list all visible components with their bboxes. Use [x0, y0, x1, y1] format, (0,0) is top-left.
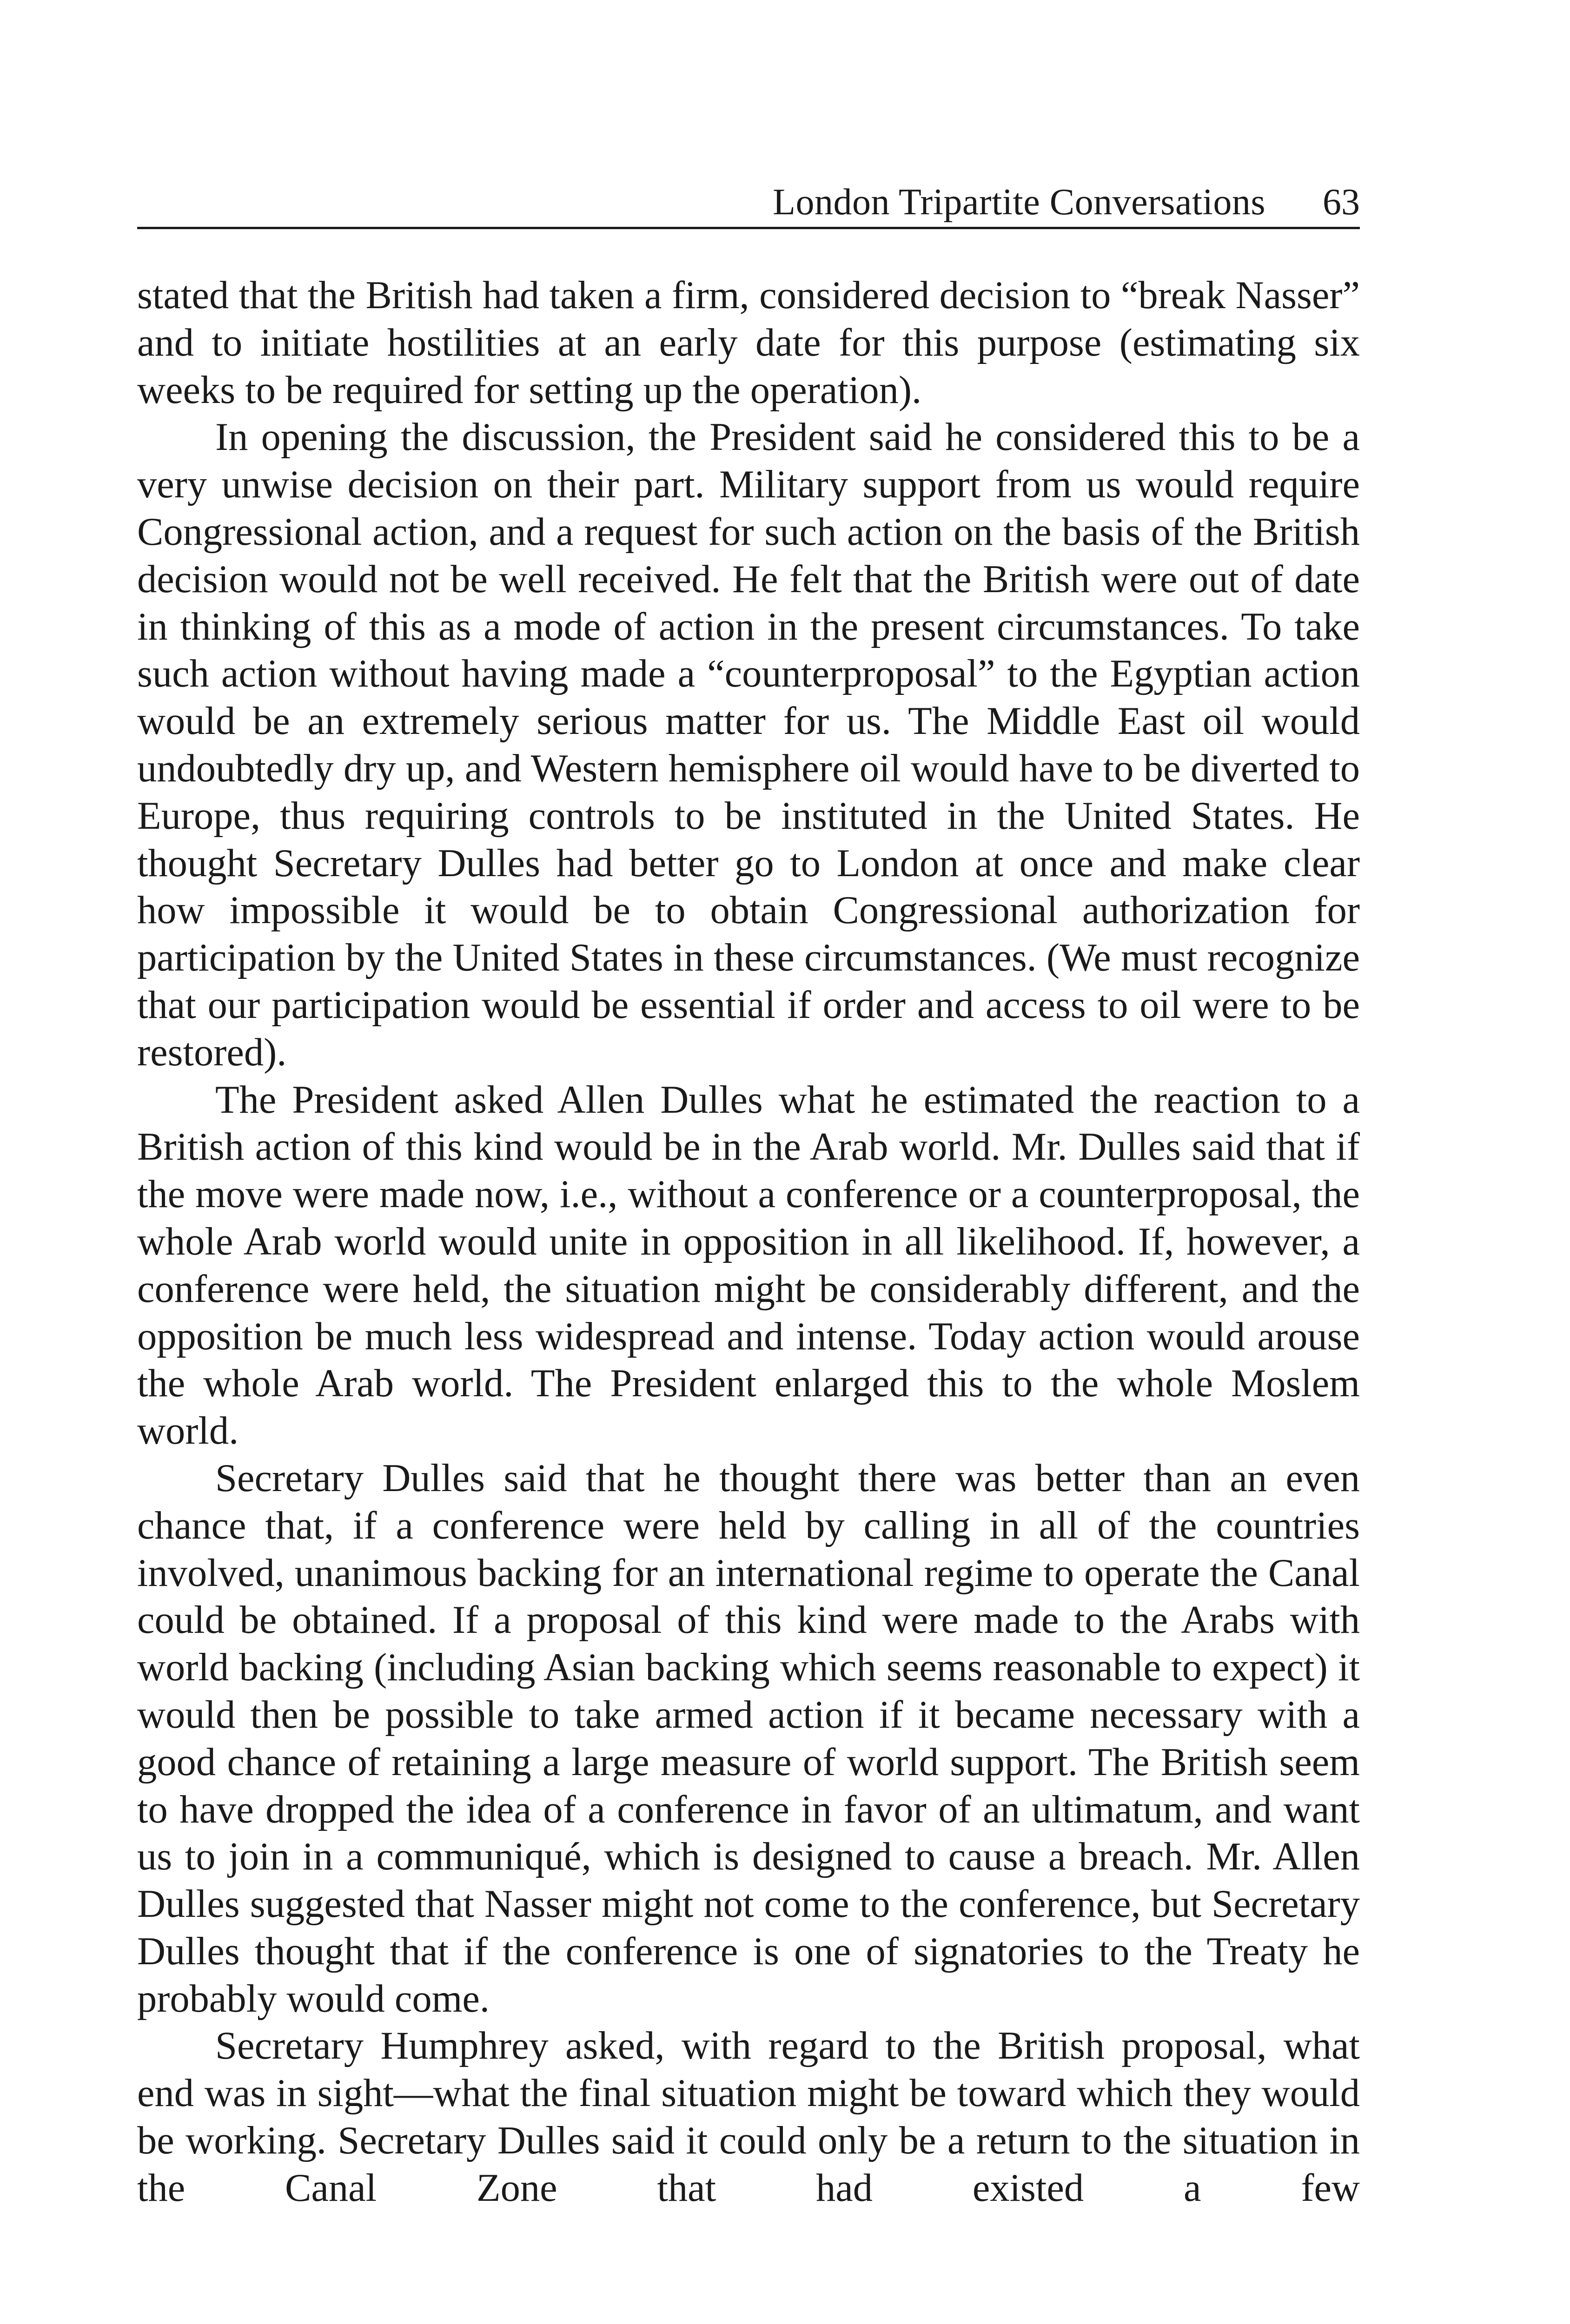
- page-number: 63: [1323, 182, 1360, 223]
- running-head: [137, 180, 1360, 229]
- body-text: [137, 272, 1360, 2212]
- paragraph-5: Secretary Humphrey asked, with regard to the British proposal, what end was in sight—what the final situation might be toward which they would be working. Secretary Dulles said it could only be a return to the situation in the Canal Zone that had existed a few: [137, 2024, 1360, 2210]
- paragraph-4: Secretary Dulles said that he thought there was better than an even chance that, if a conference were held by calling in all of the countries involved, unanimous backing for an international regime to operate the Canal could be obtained. If a proposal of this kind were made to the Arabs with world backing (including Asian backing which seems reasonable to expect) it would then be possible to take armed action if it became necessary with a good chance of retaining a large measure of world support. The British seem to have dropped the idea of a conference in favor of an ultimatum, and want us to join in a communiqué, which is designed to cause a breach. Mr. Allen Dulles suggested that Nasser might not come to the conference, but Secretary Dulles thought that if the conference is one of signatories to the Treaty he probably would come.: [137, 1456, 1360, 2020]
- paragraph-1: stated that the British had taken a firm, considered decision to “break Nasser” and to initiate hostilities at an early date for this purpose (estimating six weeks to be required for setting up the operation).: [137, 274, 1360, 412]
- paragraph-2: In opening the discussion, the President said he considered this to be a very unwise decision on their part. Military support from us would require Congressional action, and a request for such action on the basis of the British decision would not be well received. He felt that the British were out of date in thinking of this as a mode of action in the present circumstances. To take such action without having made a “counterproposal” to the Egyptian action would be an extremely serious matter for us. The Middle East oil would undoubtedly dry up, and Western hemisphere oil would have to be diverted to Europe, thus requiring controls to be instituted in the United States. He thought Secretary Dulles had better go to London at once and make clear how impossible it would be to obtain Congressional authorization for participation by the United States in these circumstances. (We must recognize that our participation would be essential if order and access to oil were to be restored).: [137, 416, 1360, 1074]
- paragraph-3: The President asked Allen Dulles what he estimated the reaction to a British action of this kind would be in the Arab world. Mr. Dulles said that if the move were made now, i.e., without a conference or a counterproposal, the whole Arab world would unite in opposition in all likelihood. If, however, a conference were held, the situation might be considerably different, and the opposition be much less widespread and intense. Today action would arouse the whole Arab world. The President enlarged this to the whole Moslem world.: [137, 1078, 1360, 1453]
- running-head-title: London Tripartite Conversations: [773, 182, 1265, 223]
